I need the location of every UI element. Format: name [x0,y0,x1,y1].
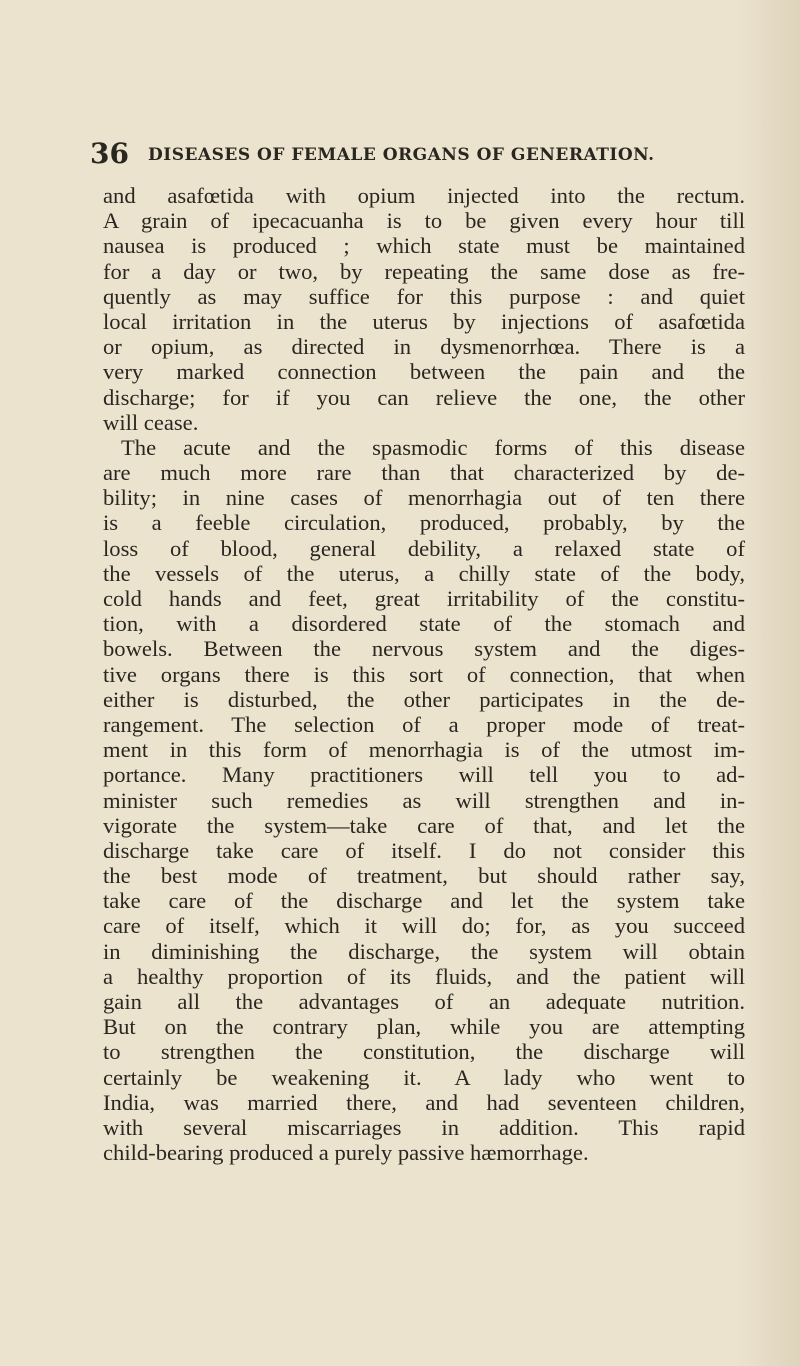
text-line: either is disturbed, the other participates in the de- [103,686,745,712]
text-line: with several miscarriages in addition. This rapid [103,1114,745,1140]
text-line: cold hands and feet, great irritability of the constitu- [103,586,745,611]
text-line: to strengthen the constitution, the discharge will [103,1039,745,1065]
body-text [103,183,745,1165]
text-line: is a feeble circulation, produced, probably, by the [103,510,745,536]
text-line: tive organs there is this sort of connection, that when [103,661,745,687]
text-line: nausea is produced ; which state must be maintained [103,233,745,259]
text-line: child-bearing produced a purely passive hæmorrhage. [103,1140,589,1166]
page-header [90,134,670,174]
text-line: vigorate the system—take care of that, and let the [103,812,745,838]
text-line: and asafœtida with opium injected into the rectum. [103,183,745,208]
page-number: 36 [90,137,129,170]
text-line: A grain of ipecacuanha is to be given every hour till [103,208,745,234]
text-line: rangement. The selection of a proper mode of treat- [103,711,745,737]
text-line: portance. Many practitioners will tell you to ad- [103,762,745,788]
text-line: care of itself, which it will do; for, as you succeed [103,913,745,939]
text-line: a healthy proportion of its fluids, and the patient will [103,963,745,989]
text-line: take care of the discharge and let the system take [103,888,745,914]
text-line: ment in this form of menorrhagia is of the utmost im- [103,737,745,763]
text-line: bility; in nine cases of menorrhagia out of ten there [103,485,745,511]
text-line: will cease. [103,409,199,435]
text-line: local irritation in the uterus by injections of asafœtida [103,308,745,334]
text-line: tion, with a disordered state of the stomach and [103,611,745,637]
text-line: or opium, as directed in dysmenorrhœa. There is a [103,334,745,360]
text-line: the vessels of the uterus, a chilly state of the body, [103,560,745,586]
text-line: But on the contrary plan, while you are attempting [103,1014,745,1040]
text-line: The acute and the spasmodic forms of this disease [121,434,745,460]
text-line: minister such remedies as will strengthen and in- [103,787,745,813]
running-head: DISEASES OF FEMALE ORGANS OF GENERATION. [148,145,655,165]
text-line: are much more rare than that characterized by de- [103,460,745,486]
text-line: loss of blood, general debility, a relaxed state of [103,535,745,561]
text-line: the best mode of treatment, but should rather say, [103,863,745,889]
text-line: quently as may suffice for this purpose : and quiet [103,283,745,309]
text-line: certainly be weakening it. A lady who went to [103,1064,745,1090]
text-line: India, was married there, and had seventeen children, [103,1089,745,1115]
text-line: gain all the advantages of an adequate nutrition. [103,989,745,1014]
text-line: for a day or two, by repeating the same dose as fre- [103,258,745,284]
text-line: in diminishing the discharge, the system will obtain [103,938,745,964]
text-line: discharge; for if you can relieve the one, the other [103,384,745,410]
text-line: very marked connection between the pain and the [103,359,745,385]
text-line: bowels. Between the nervous system and the diges- [103,636,745,662]
text-line: discharge take care of itself. I do not consider this [103,837,745,863]
